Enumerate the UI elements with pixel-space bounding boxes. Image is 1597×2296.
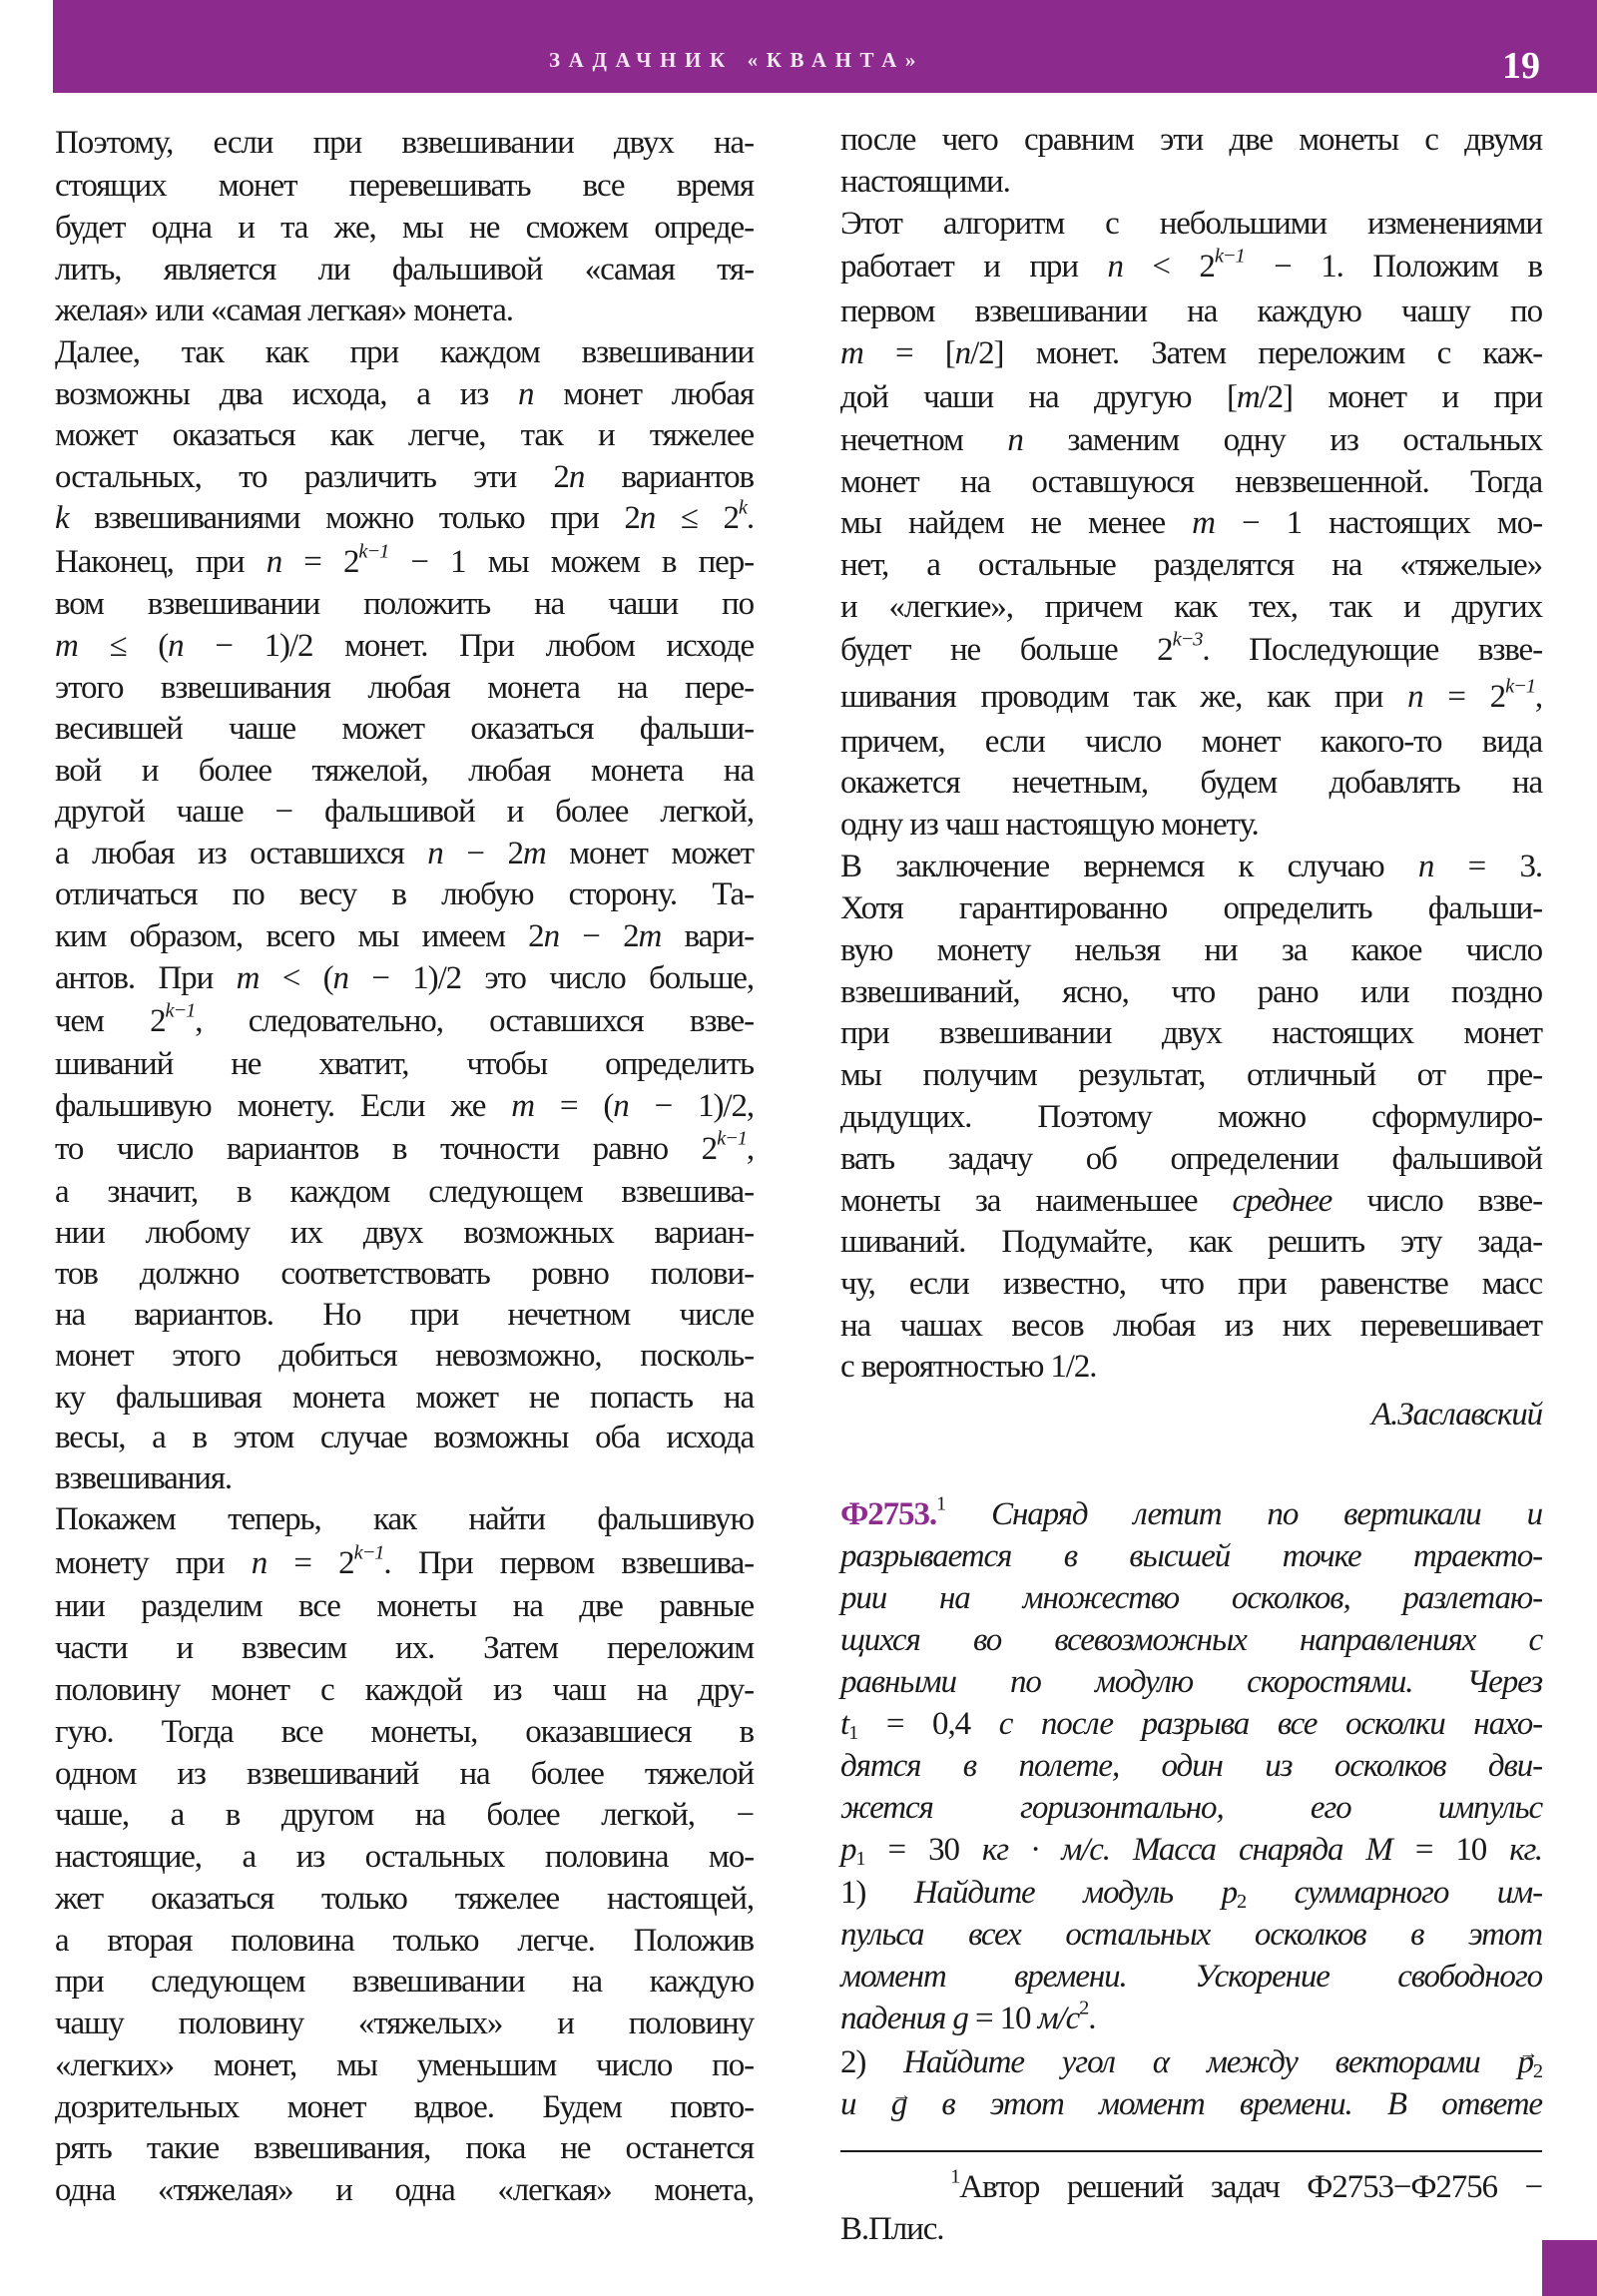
text-line: $p_1 = 30$ кг · м/с. Масса снаряда M = 10 кг. <box>840 1832 1543 1871</box>
text-line: Этот алгоритм с небольшими изменениями <box>840 206 1542 242</box>
text-line: мы получим результат, отличный от пре- <box>840 1057 1542 1093</box>
text-line: «легких» монет, мы уменьшим число по- <box>55 2047 754 2083</box>
text-line: чашу половину «тяжелых» и половину <box>55 2006 754 2041</box>
text-line: равными по модулю скоростями. Через <box>840 1664 1542 1700</box>
text-line: на вариантов. Но при нечетном числе <box>55 1297 754 1333</box>
text-line: вую монету нельзя ни за какое число <box>840 932 1542 968</box>
text-line: и → g в этот момент времени. В ответе <box>840 2083 1542 2125</box>
text-line: вать задачу об определении фальшивой <box>840 1141 1542 1177</box>
text-line: Далее, так как при каждом взвешивании <box>55 334 754 370</box>
text-line: одну из чаш настоящую монету. <box>840 807 1259 843</box>
text-line: остальных, то различить эти 2n вариантов <box>55 459 754 495</box>
text-line: а любая из оставшихся n − 2m монет может <box>55 836 754 871</box>
text-line: будет одна и та же, мы не сможем опреде- <box>55 210 754 246</box>
text-line: может оказаться как легче, так и тяжелее <box>55 417 754 453</box>
text-line: фальшивую монету. Если же m = (n − 1)/2, <box>55 1088 755 1124</box>
text-line: одном из взвешиваний на более тяжелой <box>55 1756 754 1792</box>
text-line: окажется нечетным, будем добавлять на <box>840 765 1542 801</box>
text-line: В.Плис. <box>840 2211 944 2247</box>
text-line: мы найдем не менее m − 1 настоящих мо- <box>840 505 1542 541</box>
text-line: желая» или «самая легкая» монета. <box>55 292 513 328</box>
text-line: 1) Найдите модуль $p_2$ суммарного им- <box>840 1875 1542 1914</box>
text-line: возможны два исхода, а из n монет любая <box>55 376 754 412</box>
text-line: А.Заславский <box>1371 1397 1542 1433</box>
text-line: с вероятностью 1/2. <box>840 1349 1097 1385</box>
text-line: части и взвесим их. Затем переложим <box>55 1630 754 1666</box>
text-line: дыдущих. Поэтому можно сформулиро- <box>840 1099 1542 1135</box>
text-line: рять такие взвешивания, пока не останется <box>55 2130 754 2166</box>
text-line: нет, а остальные разделятся на «тяжелые» <box>840 547 1542 583</box>
text-line: ким образом, всего мы имеем 2n − 2m вари- <box>55 918 754 954</box>
text-line: Ф2753.$^1$ Снаряд летит по вертикали и <box>840 1492 1542 1532</box>
text-line: монету при $n = 2^{k-1}$. При первом взвешива- <box>55 1541 755 1581</box>
footnote-rule <box>840 2150 1542 2152</box>
text-line: чаше, а в другом на более легкой, − <box>55 1797 754 1833</box>
text-line: разрывается в высшей точке траекто- <box>840 1538 1542 1574</box>
text-line: монет на оставшуюся невзвешенной. Тогда <box>840 464 1542 500</box>
text-line: В заключение вернемся к случаю n = 3. <box>840 849 1542 884</box>
text-line: нечетном n заменим одну из остальных <box>840 422 1543 458</box>
text-line: а вторая половина только легче. Положив <box>55 1923 754 1959</box>
text-line: k взвешиваниями можно только при $2n \le 2^k$. <box>55 496 754 536</box>
text-line: вом взвешивании положить на чаши по <box>55 586 754 622</box>
text-line: будет не больше $2^{k-3}$. Последующие взве- <box>840 628 1542 668</box>
page-corner-tab <box>1542 2240 1597 2296</box>
text-line: жет оказаться только тяжелее настоящей, <box>55 1881 754 1917</box>
text-line: дой чаши на другую [m/2] монет и при <box>840 379 1543 415</box>
text-line: щихся во всевозможных направлениях с <box>840 1622 1542 1658</box>
text-line: тов должно соответствовать ровно полови- <box>55 1256 754 1292</box>
text-line: $^1$Автор решений задач Ф2753−Ф2756 − <box>950 2165 1542 2205</box>
text-line: Наконец, при $n = 2^{k-1} - 1$ мы можем в пер- <box>55 540 755 580</box>
running-header <box>53 0 1597 93</box>
text-line: ку фальшивая монета может не попасть на <box>55 1380 754 1416</box>
text-line: момент времени. Ускорение свободного <box>840 1959 1542 1995</box>
text-line: рии на множество осколков, разлетаю- <box>840 1580 1542 1616</box>
text-line: а значит, в каждом следующем взвешива- <box>55 1174 754 1210</box>
text-line: на чашах весов любая из них перевешивает <box>840 1308 1542 1344</box>
text-line: m = [n/2] монет. Затем переложим с каж- <box>840 335 1542 371</box>
text-line: вой и более тяжелой, любая монета на <box>55 753 754 789</box>
text-line: шивания проводим так же, как при $n = 2^{k-1}$, <box>840 675 1542 715</box>
text-line: чем $2^{k-1}$, следовательно, оставшихся взве- <box>55 999 754 1039</box>
text-line: жется горизонтально, его импульс <box>840 1790 1542 1826</box>
text-line: антов. При m < (n − 1)/2 это число больше, <box>55 960 754 996</box>
text-line: гую. Тогда все монеты, оказавшиеся в <box>55 1714 754 1750</box>
text-line: Хотя гарантированно определить фальши- <box>840 890 1542 926</box>
text-line: половину монет с каждой из чаш на дру- <box>55 1672 754 1708</box>
text-line: нии любому их двух возможных вариан- <box>55 1215 754 1251</box>
text-line: нии разделим все монеты на две равные <box>55 1588 754 1624</box>
text-line: весившей чаше может оказаться фальши- <box>55 711 754 747</box>
text-line: другой чаше − фальшивой и более легкой, <box>55 794 754 830</box>
text-line: 2) Найдите угол α между векторами → $p_2$ <box>840 2041 1542 2083</box>
text-line: настоящие, а из остальных половина мо- <box>55 1839 754 1875</box>
text-line: дозрительных монет вдвое. Будем повто- <box>55 2089 754 2125</box>
text-line: монет этого добиться невозможно, посколь- <box>55 1338 754 1374</box>
text-line: при следующем взвешивании на каждую <box>55 1964 754 2000</box>
text-line: пульса всех остальных осколков в этот <box>840 1917 1542 1953</box>
text-line: m ≤ (n − 1)/2 монет. При любом исходе <box>55 628 755 664</box>
text-line: шиваний. Подумайте, как решить эту зада- <box>840 1224 1542 1260</box>
text-line: одна «тяжелая» и одна «легкая» монета, <box>55 2172 754 2208</box>
text-line: первом взвешивании на каждую чашу по <box>840 293 1542 329</box>
text-line: и «легкие», причем как тех, так и других <box>840 589 1542 625</box>
text-line: при взвешивании двух настоящих монет <box>840 1015 1542 1051</box>
text-line: отличаться по весу в любую сторону. Та- <box>55 876 754 912</box>
text-line: падения g = 10 $м/с^2$. <box>840 1997 1096 2036</box>
section-title: ЗАДАЧНИК «КВАНТА» <box>549 48 924 72</box>
text-line: настоящими. <box>840 164 1010 200</box>
text-line: то число вариантов в точности равно $2^{k-1}$, <box>55 1127 754 1167</box>
text-line: причем, если число монет какого-то вида <box>840 724 1542 760</box>
text-line: этого взвешивания любая монета на пере- <box>55 670 754 706</box>
text-line: весы, а в этом случае возможны оба исхода <box>55 1420 754 1455</box>
text-line: шиваний не хватит, чтобы определить <box>55 1046 754 1082</box>
text-line: стоящих монет перевешивать все время <box>55 168 754 204</box>
text-line: дятся в полете, один из осколков дви- <box>840 1748 1542 1784</box>
text-line: Поэтому, если при взвешивании двух на- <box>55 125 754 161</box>
text-line: Покажем теперь, как найти фальшивую <box>55 1501 754 1537</box>
text-line: монеты за наименьшее среднее число взве- <box>840 1183 1542 1219</box>
text-line: лить, является ли фальшивой «самая тя- <box>55 252 754 287</box>
text-line: после чего сравним эти две монеты с двумя <box>840 122 1542 158</box>
text-line: взвешиваний, ясно, что рано или поздно <box>840 974 1542 1010</box>
text-line: взвешивания. <box>55 1460 233 1496</box>
page-number: 19 <box>1502 45 1540 87</box>
text-line: работает и при $n < 2^{k-1} - 1$. Положим в <box>840 245 1542 285</box>
text-line: $t_1 = 0,4$ с после разрыва все осколки нахо- <box>840 1706 1542 1745</box>
text-line: чу, если известно, что при равенстве масс <box>840 1266 1542 1302</box>
